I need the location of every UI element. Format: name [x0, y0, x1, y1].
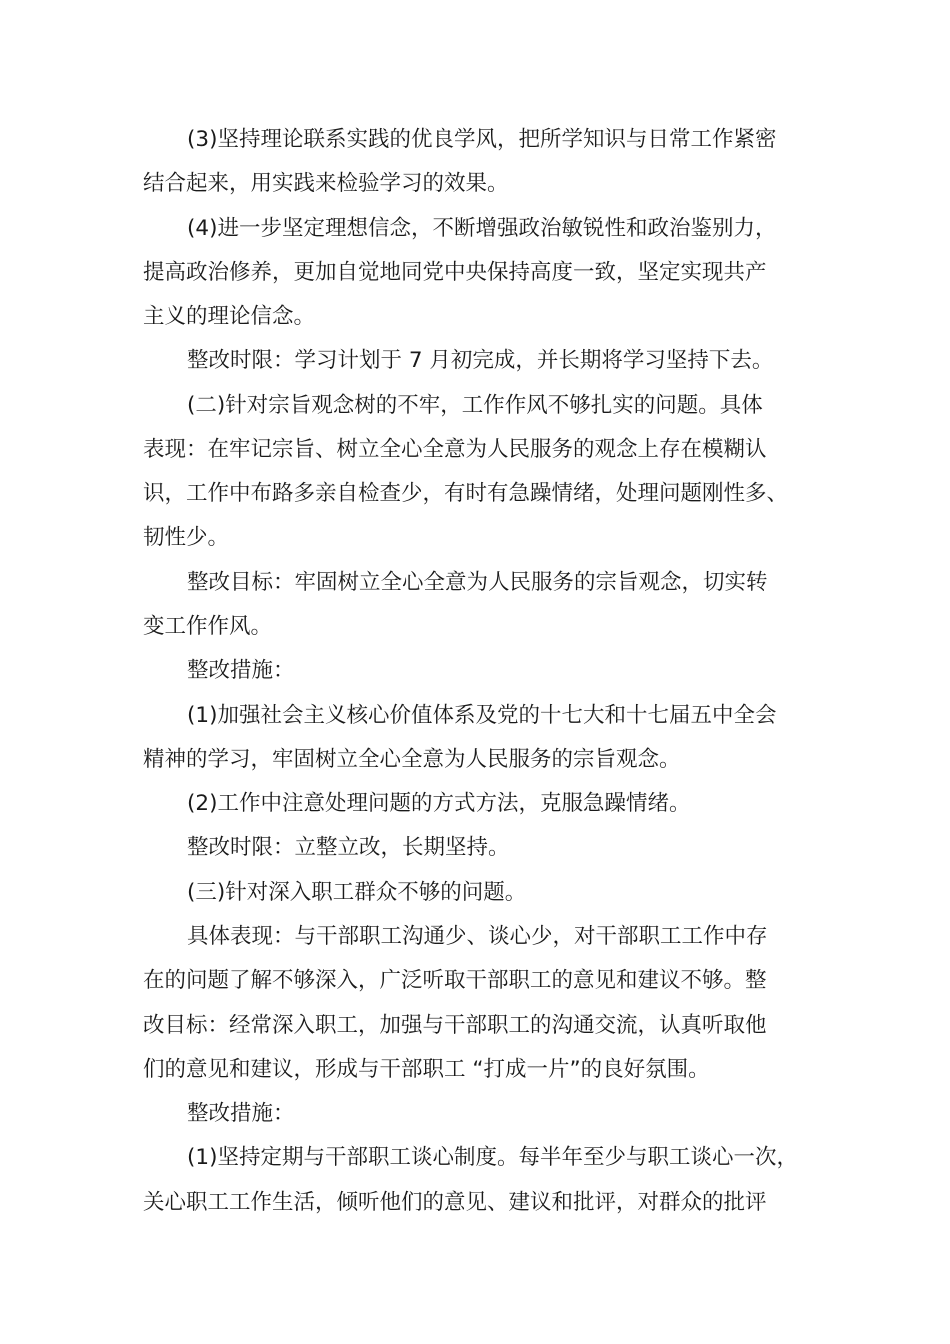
text-line: 精神的学习，牢固树立全心全意为人民服务的宗旨观念。 [143, 747, 681, 772]
text-line: 在的问题了解不够深入，广泛听取干部职工的意见和建议不够。整 [143, 968, 767, 993]
text-line: 结合起来，用实践来检验学习的效果。 [143, 171, 509, 196]
text-line: 韧性少。 [143, 525, 230, 550]
text-line: (二)针对宗旨观念树的不牢，工作作风不够扎实的问题。具体 [187, 393, 763, 418]
text-line: 变工作作风。 [143, 614, 273, 639]
text-line: 关心职工工作生活，倾听他们的意见、建议和批评，对群众的批评 [143, 1190, 767, 1215]
text-line: 改目标：经常深入职工，加强与干部职工的沟通交流，认真听取他 [143, 1013, 767, 1038]
text-line: (3)坚持理论联系实践的优良学风，把所学知识与日常工作紧密 [187, 127, 777, 152]
text-line: 整改措施： [187, 658, 295, 683]
text-line: (4)进一步坚定理想信念，不断增强政治敏锐性和政治鉴别力， [187, 216, 777, 241]
text-line: (1)坚持定期与干部职工谈心制度。每半年至少与职工谈心一次， [187, 1145, 798, 1170]
text-line: (2)工作中注意处理问题的方式方法，克服急躁情绪。 [187, 791, 691, 816]
text-line: 表现：在牢记宗旨、树立全心全意为人民服务的观念上存在模糊认 [143, 437, 767, 462]
text-line: 提高政治修养，更加自觉地同党中央保持高度一致，坚定实现共产 [143, 260, 767, 285]
text-line: 整改目标：牢固树立全心全意为人民服务的宗旨观念，切实转 [187, 570, 768, 595]
text-line: (三)针对深入职工群众不够的问题。 [187, 880, 527, 905]
text-line: 具体表现：与干部职工沟通少、谈心少，对干部职工工作中存 [187, 924, 768, 949]
text-line: 识，工作中布路多亲自检查少，有时有急躁情绪，处理问题刚性多、 [143, 481, 789, 506]
text-line: 整改时限：学习计划于 7 月初完成，并长期将学习坚持下去。 [187, 348, 774, 373]
text-line: 整改措施： [187, 1101, 295, 1126]
text-line: 整改时限：立整立改，长期坚持。 [187, 835, 510, 860]
text-line: (1)加强社会主义核心价值体系及党的十七大和十七届五中全会 [187, 703, 777, 728]
text-line: 主义的理论信念。 [143, 304, 316, 329]
text-line: 们的意见和建议，形成与干部职工 “打成一片”的良好氛围。 [143, 1057, 710, 1082]
